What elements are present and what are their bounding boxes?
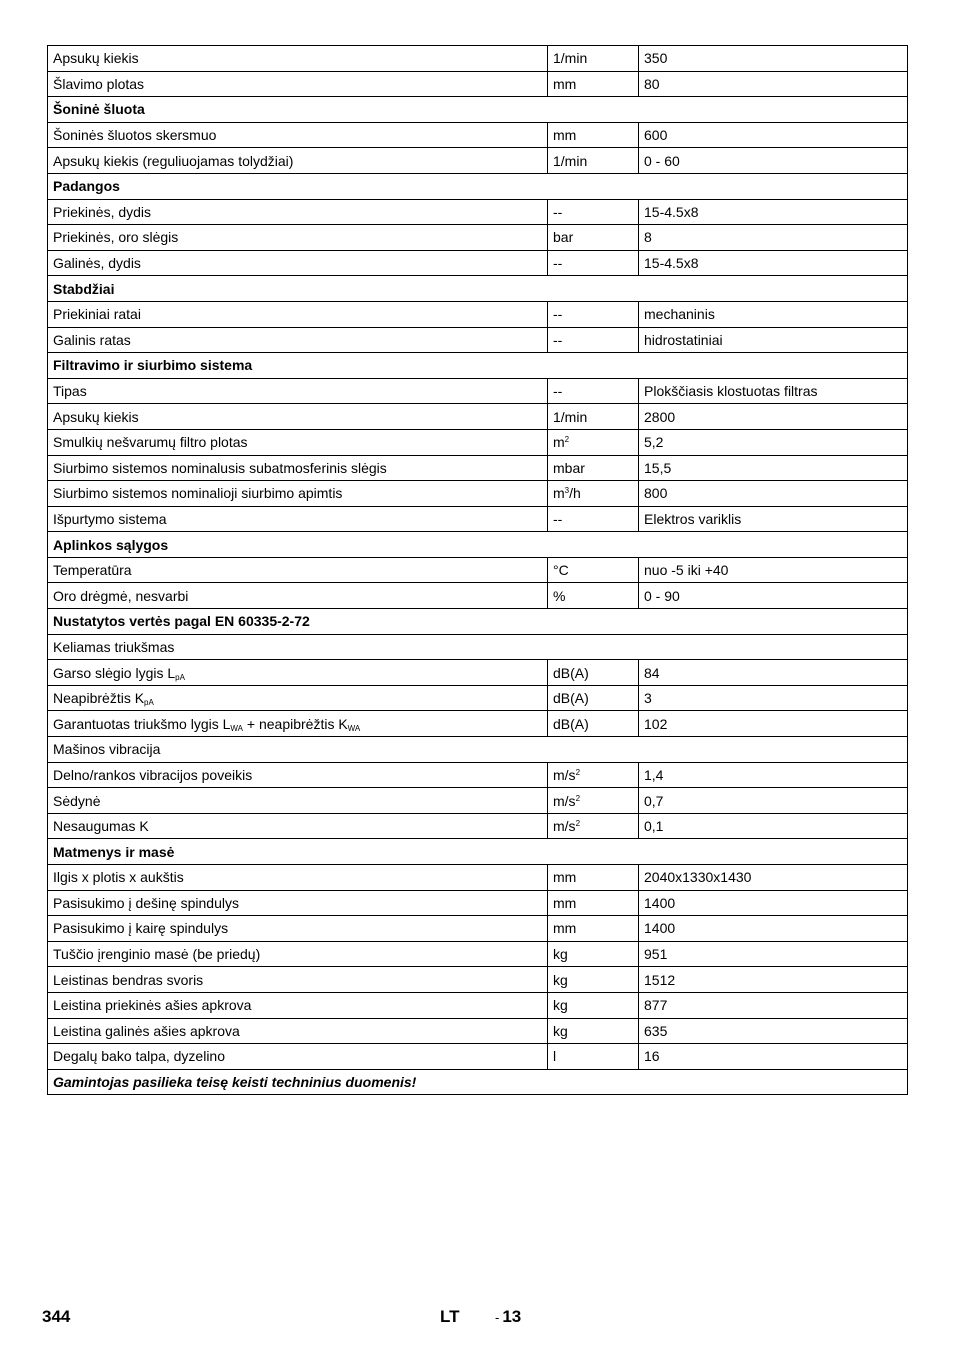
parameter-cell — [48, 762, 548, 788]
table-row — [48, 583, 908, 609]
unit-label: mm — [553, 920, 577, 937]
unit-cell — [548, 71, 639, 97]
value-label: Plokščiasis klostuotas filtras — [644, 383, 818, 400]
parameter-cell — [48, 916, 548, 942]
table-row — [48, 148, 908, 174]
value-label: 15,5 — [644, 459, 672, 476]
table-row — [48, 865, 908, 891]
unit-superscript: 2 — [575, 793, 581, 803]
value-label: nuo -5 iki +40 — [644, 562, 729, 579]
parameter-cell — [48, 685, 548, 711]
parameter-label: Galinės, dydis — [53, 255, 141, 272]
table-row — [48, 506, 908, 532]
parameter-subscript: pA — [175, 672, 185, 682]
value-cell — [639, 967, 908, 993]
value-cell — [639, 429, 908, 455]
unit-cell — [548, 1018, 639, 1044]
parameter-label: Leistina galinės ašies apkrova — [53, 1022, 240, 1039]
unit-label: -- — [553, 306, 563, 323]
value-cell — [639, 481, 908, 507]
page-dash: - — [495, 1310, 500, 1325]
unit-label: 1/min — [553, 152, 588, 169]
parameter-label: Smulkių nešvarumų filtro plotas — [53, 434, 248, 451]
parameter-cell — [48, 46, 548, 72]
unit-label: m — [553, 485, 565, 502]
section-page: 13 — [502, 1307, 522, 1326]
parameter-cell — [48, 481, 548, 507]
unit-label: kg — [553, 971, 568, 988]
technical-data-table — [47, 45, 908, 1095]
note-label: Gamintojas pasilieka teisę keisti techninius duomenis! — [48, 1069, 908, 1095]
table-row — [48, 225, 908, 251]
parameter-cell — [48, 148, 548, 174]
value-label: 5,2 — [644, 434, 664, 451]
parameter-label: Ilgis x plotis x aukštis — [53, 869, 184, 886]
parameter-cell — [48, 813, 548, 839]
unit-cell — [548, 250, 639, 276]
subsection-label: Keliamas triukšmas — [48, 634, 908, 660]
parameter-label: Tipas — [53, 383, 87, 400]
value-label: 1,4 — [644, 766, 664, 783]
value-cell — [639, 557, 908, 583]
parameter-label: Šlavimo plotas — [53, 75, 145, 92]
section-label: Filtravimo ir siurbimo sistema — [48, 353, 908, 379]
value-cell — [639, 813, 908, 839]
value-cell — [639, 250, 908, 276]
table-row — [48, 378, 908, 404]
parameter-label: Siurbimo sistemos nominalusis subatmosferinis slėgis — [53, 459, 387, 476]
parameter-label: Galinis ratas — [53, 331, 131, 348]
parameter-subscript: WA — [230, 723, 243, 733]
value-cell — [639, 122, 908, 148]
unit-cell — [548, 992, 639, 1018]
value-label: 84 — [644, 664, 660, 681]
parameter-cell — [48, 865, 548, 891]
section-header-row — [48, 532, 908, 558]
value-label: 951 — [644, 946, 668, 963]
parameter-label: Tuščio įrenginio masė (be priedų) — [53, 946, 261, 963]
parameter-label: Priekiniai ratai — [53, 306, 141, 323]
unit-superscript: 2 — [575, 819, 581, 829]
value-cell — [639, 583, 908, 609]
subsection-row — [48, 634, 908, 660]
table-row — [48, 455, 908, 481]
parameter-cell — [48, 301, 548, 327]
value-cell — [639, 199, 908, 225]
section-label: Šoninė šluota — [48, 97, 908, 123]
unit-cell — [548, 327, 639, 353]
unit-cell — [548, 199, 639, 225]
parameter-cell — [48, 557, 548, 583]
table-row — [48, 941, 908, 967]
parameter-cell — [48, 788, 548, 814]
value-cell — [639, 1018, 908, 1044]
parameter-label: Priekinės, dydis — [53, 203, 152, 220]
parameter-cell — [48, 660, 548, 686]
unit-cell — [548, 711, 639, 737]
parameter-cell — [48, 967, 548, 993]
unit-label: l — [553, 1048, 557, 1065]
value-cell — [639, 1044, 908, 1070]
unit-cell — [548, 122, 639, 148]
parameter-subscript: WA — [347, 723, 361, 733]
parameter-label: Delno/rankos vibracijos poveikis — [53, 766, 253, 783]
value-cell — [639, 916, 908, 942]
section-label: Aplinkos sąlygos — [48, 532, 908, 558]
table-row — [48, 46, 908, 72]
unit-cell — [548, 429, 639, 455]
unit-superscript: 2 — [575, 767, 581, 777]
unit-cell — [548, 865, 639, 891]
unit-label: -- — [553, 383, 563, 400]
parameter-cell — [48, 378, 548, 404]
unit-label: kg — [553, 1022, 568, 1039]
value-label: 800 — [644, 485, 668, 502]
value-cell — [639, 992, 908, 1018]
value-cell — [639, 46, 908, 72]
unit-cell — [548, 1044, 639, 1070]
page-number: 344 — [42, 1307, 71, 1326]
section-label: Padangos — [48, 173, 908, 199]
technical-data-body — [48, 46, 908, 1095]
unit-cell — [548, 506, 639, 532]
unit-label: mm — [553, 127, 577, 144]
unit-cell — [548, 890, 639, 916]
table-row — [48, 890, 908, 916]
value-label: 16 — [644, 1048, 660, 1065]
value-label: 15-4.5x8 — [644, 203, 699, 220]
parameter-label: Išpurtymo sistema — [53, 510, 167, 527]
table-row — [48, 685, 908, 711]
value-cell — [639, 148, 908, 174]
value-label: 0,1 — [644, 818, 664, 835]
value-cell — [639, 327, 908, 353]
parameter-label: Neapibrėžtis K — [53, 690, 145, 707]
value-cell — [639, 890, 908, 916]
unit-label: m/s — [553, 792, 576, 809]
unit-label: °C — [553, 562, 569, 579]
value-cell — [639, 711, 908, 737]
value-label: 1512 — [644, 971, 676, 988]
value-label: 1400 — [644, 920, 676, 937]
unit-label: kg — [553, 946, 568, 963]
disclaimer-row — [48, 1069, 908, 1095]
value-cell — [639, 788, 908, 814]
unit-cell — [548, 660, 639, 686]
value-cell — [639, 455, 908, 481]
table-row — [48, 762, 908, 788]
value-cell — [639, 660, 908, 686]
language-code: LT — [440, 1307, 460, 1326]
table-row — [48, 557, 908, 583]
parameter-label: Sėdynė — [53, 792, 101, 809]
parameter-cell — [48, 225, 548, 251]
unit-label: % — [553, 587, 566, 604]
parameter-label: Leistina priekinės ašies apkrova — [53, 997, 252, 1014]
unit-label: m/s — [553, 766, 576, 783]
parameter-label: Garso slėgio lygis L — [53, 664, 176, 681]
value-label: 0 - 90 — [644, 587, 680, 604]
table-row — [48, 813, 908, 839]
unit-label: -- — [553, 255, 563, 272]
parameter-cell — [48, 941, 548, 967]
value-cell — [639, 71, 908, 97]
unit-label: mm — [553, 75, 577, 92]
value-label: 600 — [644, 127, 668, 144]
value-cell — [639, 301, 908, 327]
value-label: 350 — [644, 50, 668, 67]
value-label: 15-4.5x8 — [644, 255, 699, 272]
unit-cell — [548, 481, 639, 507]
section-label: Matmenys ir masė — [48, 839, 908, 865]
unit-cell — [548, 813, 639, 839]
table-row — [48, 429, 908, 455]
parameter-label: Nesaugumas K — [53, 818, 149, 835]
parameter-label: Pasisukimo į dešinę spindulys — [53, 894, 239, 911]
parameter-cell — [48, 250, 548, 276]
value-label: 1400 — [644, 894, 676, 911]
value-label: Elektros variklis — [644, 510, 742, 527]
unit-cell — [548, 301, 639, 327]
value-label: 635 — [644, 1022, 668, 1039]
parameter-label: Apsukų kiekis — [53, 408, 139, 425]
parameter-label: Leistinas bendras svoris — [53, 971, 204, 988]
parameter-cell — [48, 199, 548, 225]
table-row — [48, 301, 908, 327]
parameter-cell — [48, 1044, 548, 1070]
parameter-label: Šoninės šluotos skersmuo — [53, 127, 217, 144]
parameter-label-continued: + neapibrėžtis K — [243, 715, 348, 732]
parameter-cell — [48, 711, 548, 737]
parameter-cell — [48, 506, 548, 532]
unit-label: bar — [553, 229, 574, 246]
unit-cell — [548, 46, 639, 72]
parameter-cell — [48, 992, 548, 1018]
value-label: 102 — [644, 715, 668, 732]
parameter-label: Temperatūra — [53, 562, 132, 579]
value-cell — [639, 404, 908, 430]
table-row — [48, 1044, 908, 1070]
unit-label: -- — [553, 203, 563, 220]
table-row — [48, 327, 908, 353]
table-row — [48, 71, 908, 97]
unit-cell — [548, 967, 639, 993]
unit-label: m/s — [553, 818, 576, 835]
parameter-subscript: pA — [144, 698, 154, 708]
parameter-cell — [48, 71, 548, 97]
unit-cell — [548, 378, 639, 404]
unit-label: 1/min — [553, 408, 588, 425]
unit-label-suffix: /h — [569, 485, 581, 502]
parameter-cell — [48, 429, 548, 455]
unit-cell — [548, 404, 639, 430]
unit-cell — [548, 225, 639, 251]
unit-cell — [548, 557, 639, 583]
table-row — [48, 916, 908, 942]
value-label: 2800 — [644, 408, 676, 425]
parameter-cell — [48, 327, 548, 353]
value-cell — [639, 225, 908, 251]
unit-label: -- — [553, 331, 563, 348]
unit-cell — [548, 583, 639, 609]
unit-label: -- — [553, 510, 563, 527]
table-row — [48, 199, 908, 225]
unit-label: m — [553, 434, 565, 451]
unit-label: 1/min — [553, 50, 588, 67]
unit-cell — [548, 762, 639, 788]
value-cell — [639, 941, 908, 967]
subsection-row — [48, 737, 908, 763]
table-row — [48, 404, 908, 430]
unit-label: kg — [553, 997, 568, 1014]
parameter-label: Pasisukimo į kairę spindulys — [53, 920, 229, 937]
table-row — [48, 967, 908, 993]
section-header-row — [48, 353, 908, 379]
parameter-label: Siurbimo sistemos nominalioji siurbimo apimtis — [53, 485, 343, 502]
value-cell — [639, 378, 908, 404]
unit-cell — [548, 685, 639, 711]
value-label: hidrostatiniai — [644, 331, 723, 348]
unit-label: dB(A) — [553, 664, 589, 681]
section-header-row — [48, 173, 908, 199]
section-label: Nustatytos vertės pagal EN 60335-2-72 — [48, 609, 908, 635]
value-label: 877 — [644, 997, 668, 1014]
parameter-cell — [48, 404, 548, 430]
value-cell — [639, 685, 908, 711]
section-header-row — [48, 97, 908, 123]
parameter-cell — [48, 122, 548, 148]
parameter-label: Garantuotas triukšmo lygis L — [53, 715, 231, 732]
section-label: Stabdžiai — [48, 276, 908, 302]
table-row — [48, 711, 908, 737]
unit-cell — [548, 788, 639, 814]
parameter-label: Apsukų kiekis — [53, 50, 139, 67]
value-cell — [639, 762, 908, 788]
value-label: mechaninis — [644, 306, 715, 323]
parameter-label: Oro drėgmė, nesvarbi — [53, 587, 189, 604]
parameter-label: Priekinės, oro slėgis — [53, 229, 179, 246]
unit-cell — [548, 941, 639, 967]
unit-label: dB(A) — [553, 690, 589, 707]
unit-cell — [548, 455, 639, 481]
parameter-cell — [48, 1018, 548, 1044]
table-row — [48, 788, 908, 814]
unit-label: mbar — [553, 459, 585, 476]
parameter-label: Apsukų kiekis (reguliuojamas tolydžiai) — [53, 152, 294, 169]
table-row — [48, 250, 908, 276]
parameter-cell — [48, 890, 548, 916]
table-row — [48, 481, 908, 507]
section-header-row — [48, 276, 908, 302]
unit-cell — [548, 148, 639, 174]
value-label: 2040x1330x1430 — [644, 869, 752, 886]
section-page-number — [495, 1307, 521, 1327]
value-cell — [639, 506, 908, 532]
table-row — [48, 1018, 908, 1044]
value-label: 3 — [644, 690, 652, 707]
value-cell — [639, 865, 908, 891]
unit-label: mm — [553, 894, 577, 911]
parameter-cell — [48, 455, 548, 481]
unit-superscript: 3 — [564, 486, 570, 496]
table-row — [48, 660, 908, 686]
value-label: 8 — [644, 229, 652, 246]
section-header-row — [48, 839, 908, 865]
unit-label: mm — [553, 869, 577, 886]
unit-cell — [548, 916, 639, 942]
table-row — [48, 992, 908, 1018]
subsection-label: Mašinos vibracija — [48, 737, 908, 763]
section-header-row — [48, 609, 908, 635]
value-label: 0 - 60 — [644, 152, 680, 169]
unit-superscript: 2 — [564, 435, 570, 445]
table-row — [48, 122, 908, 148]
parameter-label: Degalų bako talpa, dyzelino — [53, 1048, 226, 1065]
value-label: 0,7 — [644, 792, 664, 809]
unit-label: dB(A) — [553, 715, 589, 732]
parameter-cell — [48, 583, 548, 609]
value-label: 80 — [644, 75, 660, 92]
